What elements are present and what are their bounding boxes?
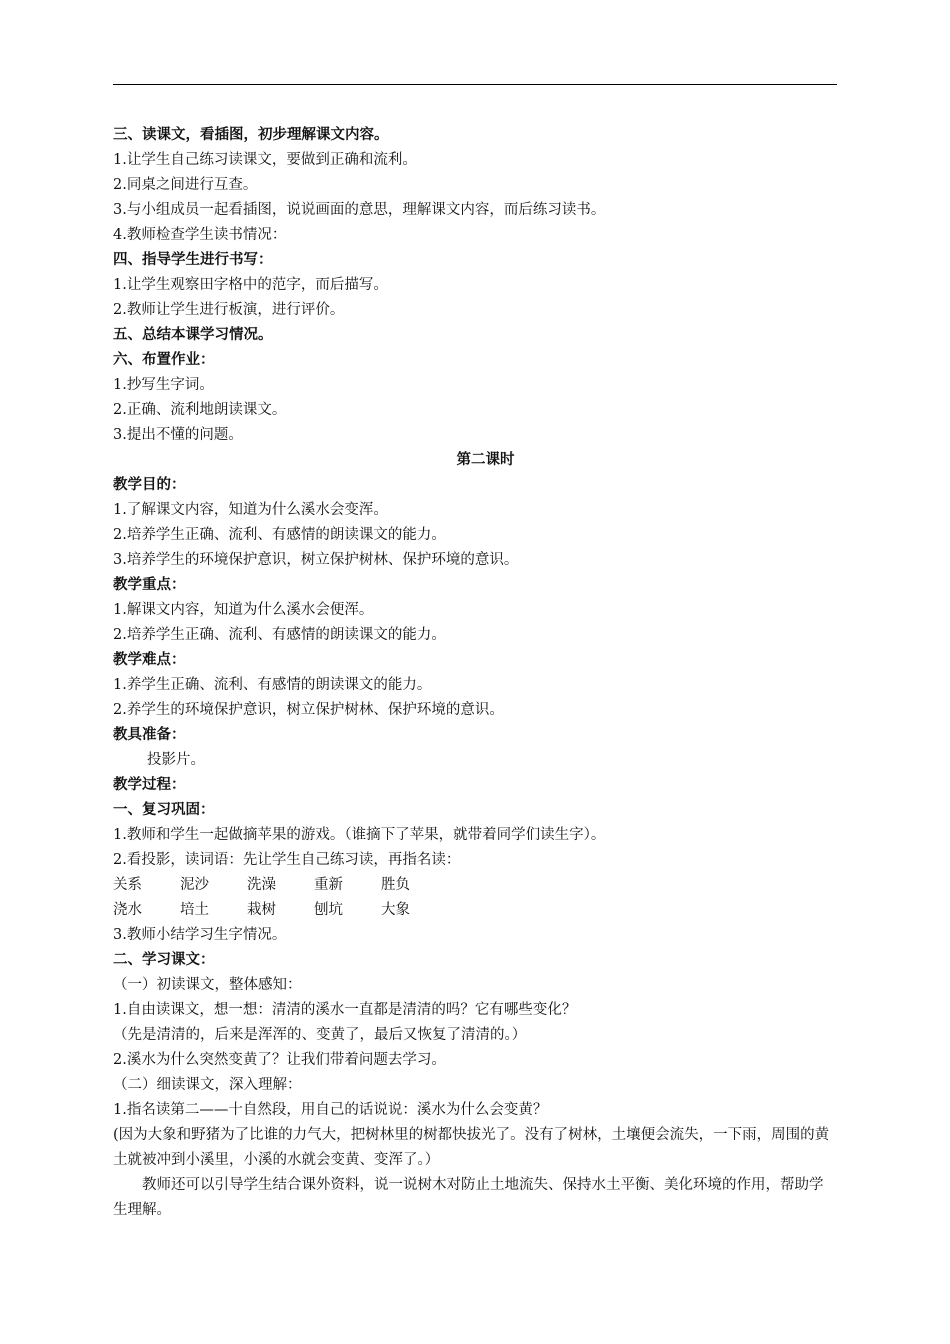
review-summary: 3.教师小结学习生字情况。 xyxy=(113,927,287,943)
vocab-word: 泥沙 xyxy=(180,877,209,893)
list-item: 1.让学生观察田字格中的范字，而后描写。 xyxy=(113,277,388,293)
study-heading: 二、学习课文： xyxy=(113,952,215,968)
key-points-heading: 教学重点： xyxy=(113,577,186,593)
review-heading: 一、复习巩固： xyxy=(113,802,215,818)
section-heading: 三、读课文，看插图，初步理解课文内容。 xyxy=(113,127,389,143)
review-item: 2.看投影，读词语：先让学生自己练习读，再指名读： xyxy=(113,852,461,868)
part1-item: 2.溪水为什么突然变黄了？让我们带着问题去学习。 xyxy=(113,1052,446,1068)
section-heading: 六、布置作业： xyxy=(113,352,215,368)
goals-heading: 教学目的： xyxy=(113,477,186,493)
word-row xyxy=(113,873,858,898)
vocab-word: 浇水 xyxy=(113,902,142,918)
section-heading: 四、指导学生进行书写： xyxy=(113,252,273,268)
vocab-word: 大象 xyxy=(381,902,410,918)
goal-item: 2.培养学生正确、流利、有感情的朗读课文的能力。 xyxy=(113,527,446,543)
list-item: 2.正确、流利地朗读课文。 xyxy=(113,402,287,418)
process-heading: 教学过程： xyxy=(113,777,186,793)
vocab-word: 胜负 xyxy=(381,877,410,893)
lesson2-title: 第二课时 xyxy=(456,452,515,468)
vocab-word: 关系 xyxy=(113,877,142,893)
part1-item: 1.自由读课文，想一想：清清的溪水一直都是清清的吗？它有哪些变化？ xyxy=(113,1002,577,1018)
list-item: 1.抄写生字词。 xyxy=(113,377,214,393)
tools-heading: 教具准备： xyxy=(113,727,186,743)
vocab-word: 培土 xyxy=(180,902,209,918)
part2-note: 教师还可以引导学生结合课外资料，说一说树木对防止土地流失、保持水土平衡、美化环境的作用，帮助学生理解。 xyxy=(113,1177,824,1218)
key-point-item: 2.培养学生正确、流利、有感情的朗读课文的能力。 xyxy=(113,627,446,643)
vocab-word: 重新 xyxy=(314,877,343,893)
tools-text: 投影片。 xyxy=(147,752,205,768)
list-item: 3.提出不懂的问题。 xyxy=(113,427,243,443)
header-rule xyxy=(113,84,837,85)
lesson1-section xyxy=(113,123,858,448)
word-row xyxy=(113,898,858,923)
difficulty-item: 2.养学生的环境保护意识，树立保护树林、保护环境的意识。 xyxy=(113,702,504,718)
list-item: 3.与小组成员一起看插图，说说画面的意思，理解课文内容，而后练习读书。 xyxy=(113,202,606,218)
vocab-word: 刨坑 xyxy=(314,902,343,918)
document-body xyxy=(113,123,858,1223)
vocab-word: 洗澡 xyxy=(247,877,276,893)
section-heading: 五、总结本课学习情况。 xyxy=(113,327,273,343)
list-item: 1.让学生自己练习读课文，要做到正确和流利。 xyxy=(113,152,417,168)
difficulties-heading: 教学难点： xyxy=(113,652,186,668)
part1-item: （先是清清的，后来是浑浑的、变黄了，最后又恢复了清清的。） xyxy=(113,1027,527,1043)
list-item: 2.同桌之间进行互查。 xyxy=(113,177,258,193)
part2-answer: (因为大象和野猪为了比谁的力气大，把树林里的树都快拔光了。没有了树林，土壤便会流失，一下雨，周围的黄土就被冲到小溪里，小溪的水就会变黄、变浑了。） xyxy=(113,1127,830,1168)
goal-item: 1.了解课文内容，知道为什么溪水会变浑。 xyxy=(113,502,388,518)
part2-question: 1.指名读第二——十自然段，用自己的话说说：溪水为什么会变黄？ xyxy=(113,1102,548,1118)
list-item: 4.教师检查学生读书情况： xyxy=(113,227,287,243)
list-item: 2.教师让学生进行板演，进行评价。 xyxy=(113,302,345,318)
part2-heading: （二）细读课文，深入理解： xyxy=(113,1077,302,1093)
goal-item: 3.培养学生的环境保护意识，树立保护树林、保护环境的意识。 xyxy=(113,552,519,568)
difficulty-item: 1.养学生正确、流利、有感情的朗读课文的能力。 xyxy=(113,677,432,693)
key-point-item: 1.解课文内容，知道为什么溪水会便浑。 xyxy=(113,602,374,618)
review-item: 1.教师和学生一起做摘苹果的游戏。（谁摘下了苹果，就带着同学们读生字）。 xyxy=(113,827,606,843)
part1-heading: （一）初读课文，整体感知： xyxy=(113,977,302,993)
vocab-word: 栽树 xyxy=(247,902,276,918)
